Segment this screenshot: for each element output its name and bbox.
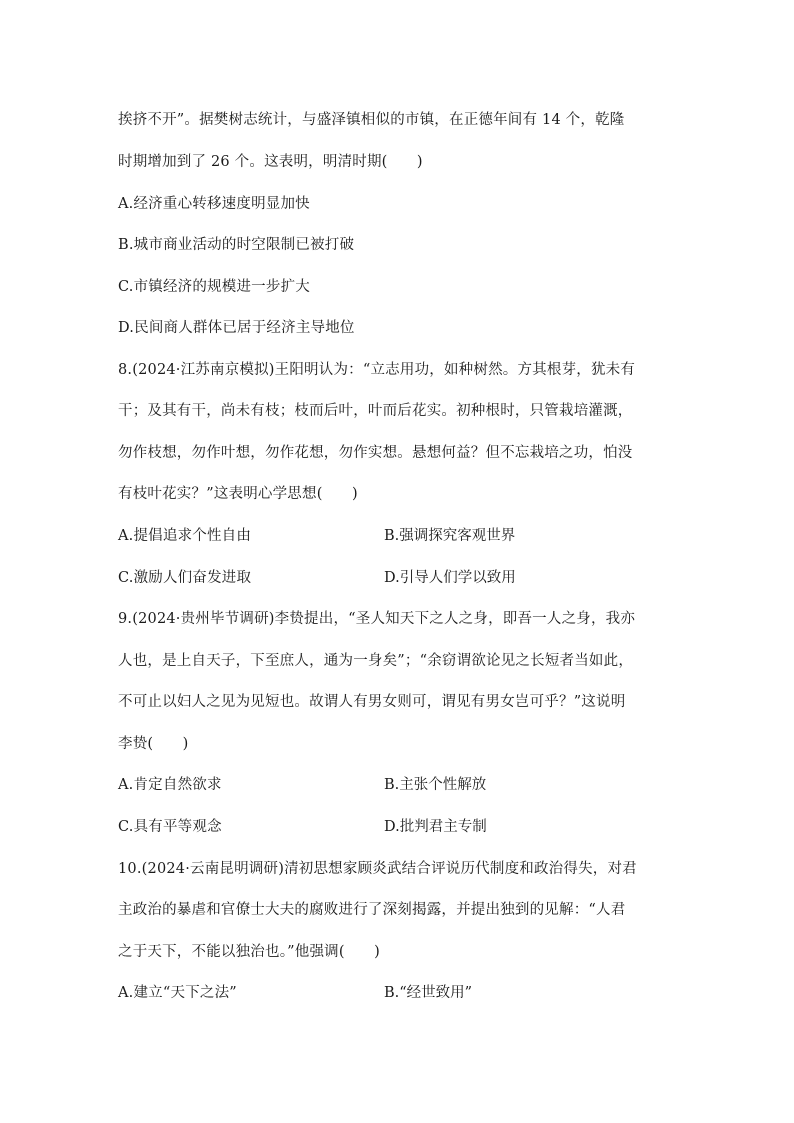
q8-option-d: D.引导人们学以致用 [384,570,516,586]
q9-line-2: 人也，是上自天子，下至庶人，通为一身矣”；“余窃谓欲论见之长短者当如此， [118,653,634,669]
q9-line-4: 李贽( ) [118,736,189,752]
q10-option-b: B.“经世致用” [384,985,473,1001]
q8-line-3: 勿作枝想，勿作叶想，勿作花想，勿作实想。悬想何益？但不忘栽培之功，怕没 [118,445,633,461]
q8-option-b: B.强调探究客观世界 [384,528,516,544]
q7-option-c: C.市镇经济的规模进一步扩大 [118,279,310,295]
q8-option-a: A.提倡追求个性自由 [118,528,252,544]
q7-option-d: D.民间商人群体已居于经济主导地位 [118,320,355,336]
q10-line-1: 10.(2024·云南昆明调研)清初思想家顾炎武结合评说历代制度和政治得失，对君 [118,861,637,877]
q10-option-a: A.建立“天下之法” [118,985,237,1001]
q8-option-c: C.激励人们奋发进取 [118,570,252,586]
q8-line-1: 8.(2024·江苏南京模拟)王阳明认为：“立志用功，如种树然。方其根芽，犹未有 [118,362,636,378]
q9-option-b: B.主张个性解放 [384,777,487,793]
q7-option-b: B.城市商业活动的时空限制已被打破 [118,237,355,253]
q9-option-a: A.肯定自然欲求 [118,777,222,793]
q9-line-3: 不可止以妇人之见为见短也。故谓人有男女则可，谓见有男女岂可乎？”这说明 [118,694,626,710]
q10-line-2: 主政治的暴虐和官僚士大夫的腐败进行了深刻揭露，并提出独到的见解：“人君 [118,902,626,918]
q8-line-4: 有枝叶花实？”这表明心学思想( ) [118,486,358,502]
q7-line-1: 挨挤不开”。据樊树志统计，与盛泽镇相似的市镇，在正德年间有 14 个，乾隆 [118,112,625,128]
q7-option-a: A.经济重心转移速度明显加快 [118,196,310,212]
q9-line-1: 9.(2024·贵州毕节调研)李贽提出，“圣人知天下之人之身，即吾一人之身，我亦 [118,611,636,627]
q10-line-3: 之于天下，不能以独治也。”他强调( ) [118,944,380,960]
q9-option-d: D.批判君主专制 [384,819,487,835]
q9-option-c: C.具有平等观念 [118,819,222,835]
q7-line-2: 时期增加到了 26 个。这表明，明清时期( ) [118,154,423,170]
q8-line-2: 干；及其有干，尚未有枝；枝而后叶，叶而后花实。初种根时，只管栽培灌溉， [118,403,633,419]
